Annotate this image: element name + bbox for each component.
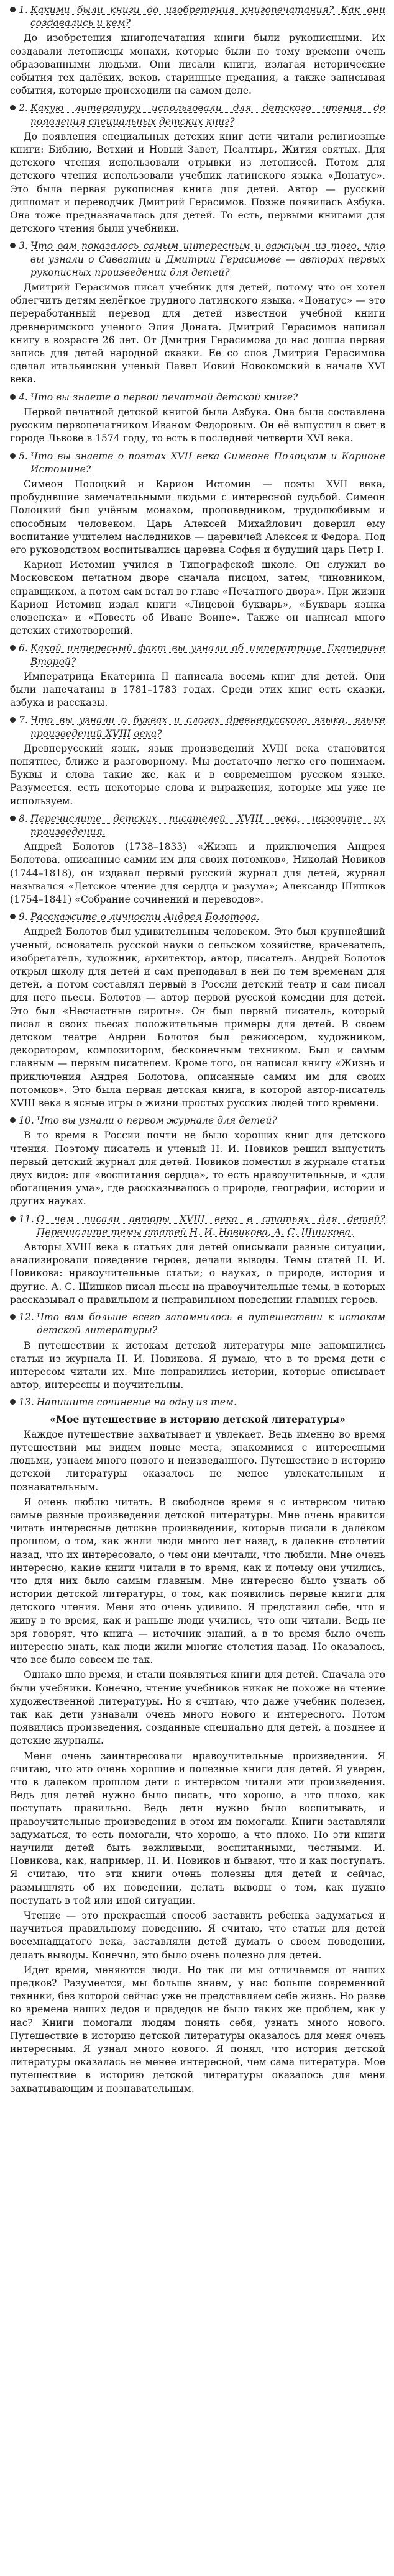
- question-bullet-icon: [10, 1399, 16, 1405]
- answer-paragraph: Каждое путешествие захватывает и увлекает. Ведь именно во время путешествий мы видим новые места, знакомимся с интересными людьми, узнаем много нового и неизведанного. Путешествие в историю детской литературы оказалось не менее увлекательным и познавательным.: [10, 1428, 385, 1493]
- qa-block: [10, 391, 385, 446]
- qa-block: [10, 1213, 385, 1307]
- question: [10, 391, 385, 404]
- question-text: Что вам показалось самым интересным и важным из того, что вы узнали о Савватии и Дмитрии Герасимове — авторах первых рукописных произведений для детей?: [30, 240, 385, 278]
- answer-paragraph: В то время в России почти не было хороших книг для детского чтения. Поэтому писатель и ученый Н. И. Новиков решил выпустить первый детский журнал для детей. Новиков поместил в журнале статьи двух видов: для «воспитания сердца», то есть нравоучительные, и «для обогащения ума», где рассказывалось о природе, географии, истории и других науках.: [10, 1130, 385, 1207]
- question-bullet-icon: [10, 453, 16, 459]
- question-text: Что вы знаете о первой печатной детской книге?: [30, 391, 298, 403]
- question-text: Напишите сочинение на одну из тем.: [36, 1397, 237, 1408]
- essay-title: «Мое путешествие в историю детской литературы»: [50, 1413, 346, 1425]
- question: [10, 240, 385, 279]
- question-bullet-icon: [10, 1216, 16, 1222]
- answer-paragraph: Дмитрий Герасимов писал учебник для детей, потому что он хотел облегчить детям нелёгкое трудного латинского языка. «Донатус» — это переработанный перевод для детей известной учебной книги древнеримского ученого Элия Доната. Дмитрий Герасимов написал книгу в возрасте 26 лет. От Дмитрия Герасимова до нас дошла первая запись для детей народной сказки. Ее со слов Дмитрия Герасимова сделал итальянский ученый Павел Иовий Новокомский в начале XVI века.: [10, 282, 385, 385]
- question-text: Какую литературу использовали для детского чтения до появления специальных детских книг?: [30, 102, 385, 127]
- answer-paragraph: Симеон Полоцкий и Карион Истомин — поэты XVII века, пробудившие замечательными людьми с интересной судьбой. Симеон Полоцкий был учёным монахом, проповедником, трудолюбивым и способным человеком. Царь Алексей Михайлович доверил ему воспитание учителем наследников — царевичей Алексея и Федора. Под его руководством воспитывались царевна Софья и будущий царь Петр I.: [10, 478, 385, 556]
- question-number: 3.: [19, 240, 28, 252]
- question-text: Что вам больше всего запомнилось в путешествии к истокам детской литературы?: [36, 1312, 385, 1336]
- question-bullet-icon: [10, 914, 16, 919]
- question-text: Что вы узнали о буквах и слогах древнерусского языка, языке произведений XVIII века?: [30, 714, 385, 739]
- question-text: Какими были книги до изобретения книгопечатания? Как они создавались и кем?: [30, 4, 385, 29]
- qa-block: [10, 1396, 385, 2096]
- question-number: 13.: [19, 1397, 34, 1408]
- answer-paragraph: Первой печатной детской книгой была Азбука. Она была составлена русским первопечатником Иваном Федоровым. Он её выпустил в свет в городе Львове в 1574 году, то есть в последней четверти XVI века.: [10, 406, 385, 444]
- question: [10, 1114, 385, 1127]
- answer-paragraph: До изобретения книгопечатания книги были рукописными. Их создавали летописцы монахи, которые были по тому времени очень образованными людьми. Они писали книги, излагая исторические события тех далёких, веков, старинные предания, а также записывая события, которые происходили на самом деле.: [10, 32, 385, 97]
- qa-block: [10, 714, 385, 808]
- answer-paragraph: Древнерусский язык, язык произведений XVIII века становится понятнее, ближе и разговорному. Мы достаточно легко его понимаем. Буквы и слова такие же, как и в современном русском языке. Разумеется, есть некоторые слова и выражения, которые мы уже не используем.: [10, 742, 385, 807]
- question: [10, 1213, 385, 1239]
- question: [10, 911, 385, 924]
- question-number: 11.: [19, 1213, 34, 1225]
- question-bullet-icon: [10, 717, 16, 723]
- question-number: 12.: [19, 1312, 34, 1323]
- answer-paragraph: Чтение — это прекрасный способ заставить ребенка задуматься и научиться правильному поведению. Я считаю, что статьи для детей восемнадцатого века, заставляли детей думать о своем поведении, делать выводы. Конечно, это было очень полезно для детей.: [10, 1910, 385, 1961]
- qa-block: [10, 1311, 385, 1392]
- qa-block: [10, 102, 385, 235]
- question-bullet-icon: [10, 394, 16, 400]
- question: [10, 450, 385, 476]
- question-bullet-icon: [10, 1314, 16, 1320]
- question-text: Что вы узнали о первом журнале для детей?: [36, 1115, 277, 1127]
- question-bullet-icon: [10, 645, 16, 651]
- answer-paragraph: Я очень люблю читать. В свободное время я с интересом читаю самые разные произведения детской литературы. Мне очень нравится читать интересные детские произведения, которые писали в далёком прошлом, о том, как жили люди много лет назад, в далекие столетий назад, что их интересовало, о чем они мечтали, что любили. Мне очень интересно, какие книги читали в то время, как и почему они учились, что для них было самым главным. Мне интересно было узнать об истории детской литературы, о том, как появились первые книги для детского чтения. Меня это очень удивило. Я представил себе, что я живу в то время, как и раньше люди учились, что они читали. Ведь не зря говорят, что книга — источник знаний, а в то время было очень интересно знать, как люди жили многие столетия назад. Но оказалось, что все было совсем не так.: [10, 1496, 385, 1666]
- question: [10, 102, 385, 128]
- question-text: Какой интересный факт вы узнали об императрице Екатерине Второй?: [30, 642, 385, 667]
- qa-block: [10, 813, 385, 906]
- question: [10, 813, 385, 839]
- answer-paragraph: Однако шло время, и стали появляться книги для детей. Сначала это были учебники. Конечно, чтение учебников никак не похоже на чтение художественной литературы. Но я считаю, что даже учебник полезен, так как дети узнавали очень много нового и интересного. Потом появились произведения, созданные специально для детей, а позднее и детские журналы.: [10, 1669, 385, 1747]
- qa-block: [10, 240, 385, 386]
- answer-paragraph: Идет время, меняются люди. Но так ли мы отличаемся от наших предков? Разумеется, мы больше знаем, у нас больше современной техники, без которой сейчас уже не представляем себе жизнь. Но разве во времена наших дедов и прадедов не было таких же проблем, как у нас? Книги помогали людям понять себя, узнать много нового. Путешествие в историю детской литературы оказалось для меня очень интересным. Я узнал много нового. Я понял, что история детской литературы оказалась не менее интересной, чем сама литература. Мое путешествие в историю детской литературы оказалось для меня захватывающим и познавательным.: [10, 1964, 385, 2094]
- answer-paragraph: Андрей Болотов (1738–1833) «Жизнь и приключения Андрея Болотова, описанные самим им для своих потомков», Николай Новиков (1744–1818), он издавал первый русский журнал для детей, журнал назывался «Детское чтение для сердца и разума»; Александр Шишков (1754–1841) «Собрание сочинений и переводов».: [10, 841, 385, 905]
- qa-block: [10, 911, 385, 1110]
- question-text: Перечислите детских писателей XVIII века, назовите их произведения.: [30, 813, 385, 837]
- question-bullet-icon: [10, 816, 16, 821]
- qa-block: [10, 642, 385, 709]
- qa-block: [10, 1114, 385, 1208]
- question-number: 1.: [19, 4, 28, 16]
- qa-block: [10, 450, 385, 638]
- question-number: 9.: [19, 911, 28, 923]
- question-text: Что вы знаете о поэтах XVII века Симеоне Полоцком и Карионе Истомине?: [30, 450, 385, 475]
- question-bullet-icon: [10, 105, 16, 110]
- answer-paragraph: Карион Истомин учился в Типографской школе. Он служил во Московском печатном дворе сначала писцом, затем, чиновником, справщиком, а потом сам встал во главе «Печатного двора». При жизни Карион Истомин издал книги «Лицевой букварь», «Букварь языка словенска» и «Повесть об Иване Воине». Также он написал много детских стихотворений.: [10, 559, 385, 637]
- question-bullet-icon: [10, 1117, 16, 1123]
- answer-paragraph: Меня очень заинтересовали нравоучительные произведения. Я считаю, что это очень хорошие и полезные книги для детей. Я уверен, что в далеком прошлом дети с интересом читали эти произведения. Ведь для детей нужно было писать, что хорошо, а что плохо, как поступать правильно. Ведь дети нужно было воспитывать, и нравоучительные произведения в этом им помогали. Книги заставляли задуматься, то есть помогали, что хорошо, а что плохо. Но эти книги научили детей быть вежливыми, воспитанными, честными. И. Новикова, как, например, Н. И. Новиков и бывают, что и как поступать. Я считаю, что эти книги очень полезны для детей и сейчас, размышлять об их поведении, делать выводы о том, как нужно поступать в той или иной ситуации.: [10, 1750, 385, 1906]
- answer-paragraph: Императрица Екатерина II написала восемь книг для детей. Они были напечатаны в 1781–1783 годах. Среди этих книг есть сказки, азбука и рассказы.: [10, 670, 385, 709]
- question: [10, 714, 385, 740]
- question-text: О чем писали авторы XVIII века в статьях для детей? Перечислите темы статей Н. И. Новикова, А. С. Шишкова.: [36, 1213, 385, 1238]
- question-text: Расскажите о личности Андрея Болотова.: [30, 911, 260, 923]
- question-number: 6.: [19, 642, 28, 654]
- question-bullet-icon: [10, 7, 16, 12]
- question-bullet-icon: [10, 243, 16, 248]
- question-number: 4.: [19, 391, 28, 403]
- answer-paragraph: Андрей Болотов был удивительным человеком. Это был крупнейший ученый, основатель русской науки о сельском хозяйстве, врачеватель, изобретатель, художник, архитектор, автор, писатель. Андрей Болотов открыл школу для детей и сам преподавал в ней по тем временам для детей, а потом составлял первый в России детский театр и сам писал для него пьесы. Болотов — автор первой русской комедии для детей. Это был «Несчастные сироты». Он был первый писатель, который писал в своих пьесах положительные примеры для детей. В своем детском театре Андрей Болотов был режиссером, художником, декоратором, композитором, бесконечным техником. Был и самым главным — первым писателем. Кроме того, он написал книгу «Жизнь и приключения Андрея Болотова, описанные самим им для своих потомков». Это была первая детская книга, в которой автор-писатель XVIII века в ясные игры о жизни простых русских людей того времени.: [10, 926, 385, 1109]
- answer-paragraph: В путешествии к истокам детской литературы мне запомнились статьи из журнала Н. И. Новикова. Я думаю, что в то время дети с интересом читали их. Мне понравились истории, которые описывает автор, интересны и поучительны.: [10, 1340, 385, 1391]
- question-number: 8.: [19, 813, 28, 824]
- answer-paragraph: Авторы XVIII века в статьях для детей описывали разные ситуации, анализировали поведение героев, делали выводы. Темы статей Н. И. Новикова: нравоучительные статьи; о науках, о природе, история и другие. А. С. Шишков писал пьесы на нравоучительные темы, в которых рассказывал о правильном и неправильном поведении главных героев.: [10, 1241, 385, 1305]
- qa-block: [10, 4, 385, 97]
- question-number: 7.: [19, 714, 28, 726]
- question-number: 5.: [19, 450, 28, 462]
- question-number: 10.: [19, 1115, 34, 1127]
- answer-paragraph: До появления специальных детских книг дети читали религиозные книги: Библию, Ветхий и Новый Завет, Псалтырь, Жития святых. Для детского чтения использовали отрывки из летописей. Потом для детского чтения использовали учебник латинского языка «Донатус». Это была первая рукописная книга для детей. Автор — русский дипломат и переводчик Дмитрий Герасимов. Позже появилась Азбука. Она тоже предназначалась для детей. То есть, первыми книгами для детского чтения были учебники.: [10, 130, 385, 235]
- question-number: 2.: [19, 102, 28, 114]
- question: [10, 4, 385, 30]
- question: [10, 642, 385, 668]
- question: [10, 1396, 385, 1409]
- question: [10, 1311, 385, 1337]
